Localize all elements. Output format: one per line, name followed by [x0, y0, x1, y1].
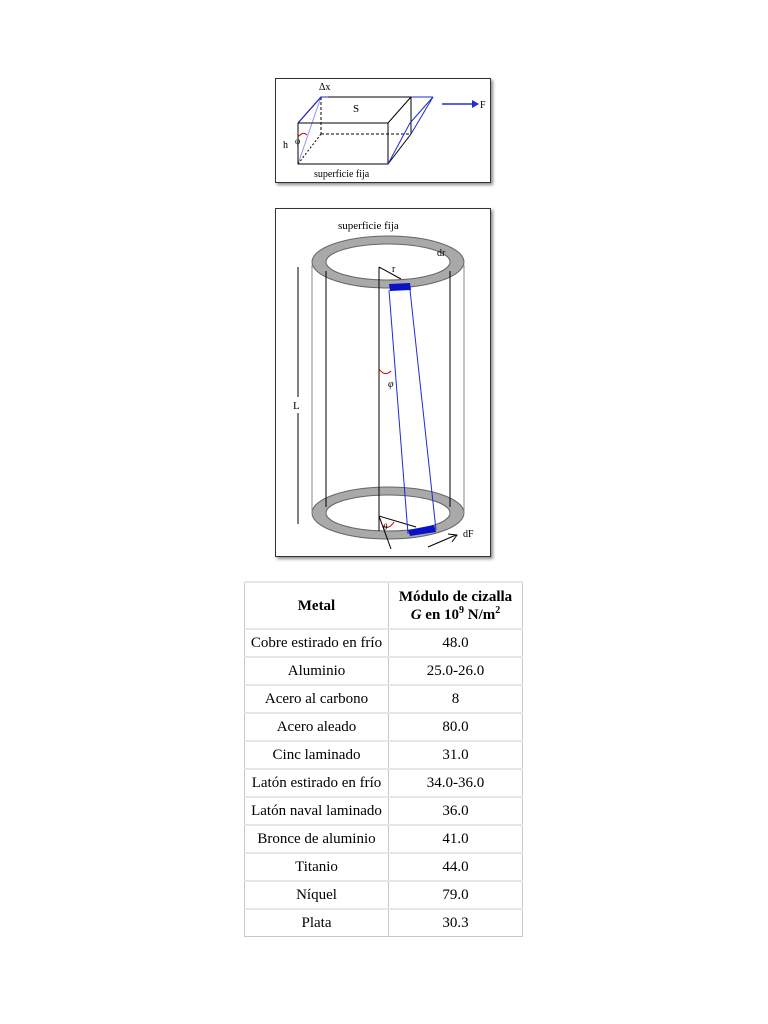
phi-arc [379, 369, 391, 374]
modulus-cell: 8 [389, 685, 523, 713]
table-row [245, 629, 523, 657]
torsion-cylinder-figure [275, 208, 491, 557]
length-label: L [293, 400, 300, 412]
metal-cell: Cobre estirado en frío [245, 629, 389, 657]
force-label: F [480, 100, 486, 111]
metal-cell: Aluminio [245, 657, 389, 685]
modulus-cell: 41.0 [389, 825, 523, 853]
shear-block-diagram [276, 79, 490, 182]
table-row [245, 657, 523, 685]
shear-block-figure [275, 78, 491, 183]
table-row [245, 769, 523, 797]
force-arrow [442, 100, 479, 108]
sheared-block [298, 97, 433, 164]
angle-label: φ [295, 136, 301, 146]
header-modulus-symbol: G [410, 606, 422, 623]
metal-cell: Titanio [245, 853, 389, 881]
shear-modulus-table [244, 581, 523, 937]
modulus-cell: 48.0 [389, 629, 523, 657]
header-modulus-en: en 10 [421, 606, 460, 623]
metal-cell: Níquel [245, 881, 389, 909]
r-label: r [392, 264, 396, 275]
modulus-cell: 36.0 [389, 797, 523, 825]
metal-cell: Acero al carbono [245, 685, 389, 713]
modulus-cell: 44.0 [389, 853, 523, 881]
modulus-cell: 34.0-36.0 [389, 769, 523, 797]
table-row [245, 825, 523, 853]
metal-cell: Plata [245, 909, 389, 937]
table-row [245, 685, 523, 713]
surface-s-label: S [353, 103, 360, 115]
theta-label: θ [383, 522, 388, 532]
df-arrow [428, 534, 457, 547]
table-row [245, 713, 523, 741]
header-modulus [389, 582, 523, 629]
table-header-row [245, 582, 523, 629]
table-row [245, 797, 523, 825]
delta-x-label: Δx [319, 82, 331, 93]
metal-cell: Latón estirado en frío [245, 769, 389, 797]
top-ring-inner [326, 244, 450, 280]
table-row [245, 741, 523, 769]
table-row [245, 881, 523, 909]
metal-cell: Latón naval laminado [245, 797, 389, 825]
header-metal: Metal [245, 582, 389, 629]
modulus-cell: 80.0 [389, 713, 523, 741]
fixed-surface-label: superficie fija [314, 169, 370, 180]
height-label: h [283, 140, 288, 151]
modulus-cell: 31.0 [389, 741, 523, 769]
table-row [245, 909, 523, 937]
table-row [245, 853, 523, 881]
modulus-cell: 25.0-26.0 [389, 657, 523, 685]
metal-cell: Cinc laminado [245, 741, 389, 769]
header-modulus-unit-exponent: 2 [495, 604, 501, 616]
df-label: dF [463, 529, 474, 540]
modulus-cell: 30.3 [389, 909, 523, 937]
metal-cell: Bronce de aluminio [245, 825, 389, 853]
phi-label: φ [388, 379, 394, 390]
header-modulus-exponent: 9 [459, 604, 465, 616]
fixed-surface-label: superficie fija [338, 220, 399, 232]
torsion-cylinder-diagram [276, 209, 490, 556]
modulus-cell: 79.0 [389, 881, 523, 909]
top-strip-patch [389, 283, 411, 291]
header-modulus-unit: N/m [464, 606, 496, 623]
header-modulus-title: Módulo de cizalla [398, 588, 513, 605]
dr-label: dr [437, 248, 446, 259]
metal-cell: Acero aleado [245, 713, 389, 741]
